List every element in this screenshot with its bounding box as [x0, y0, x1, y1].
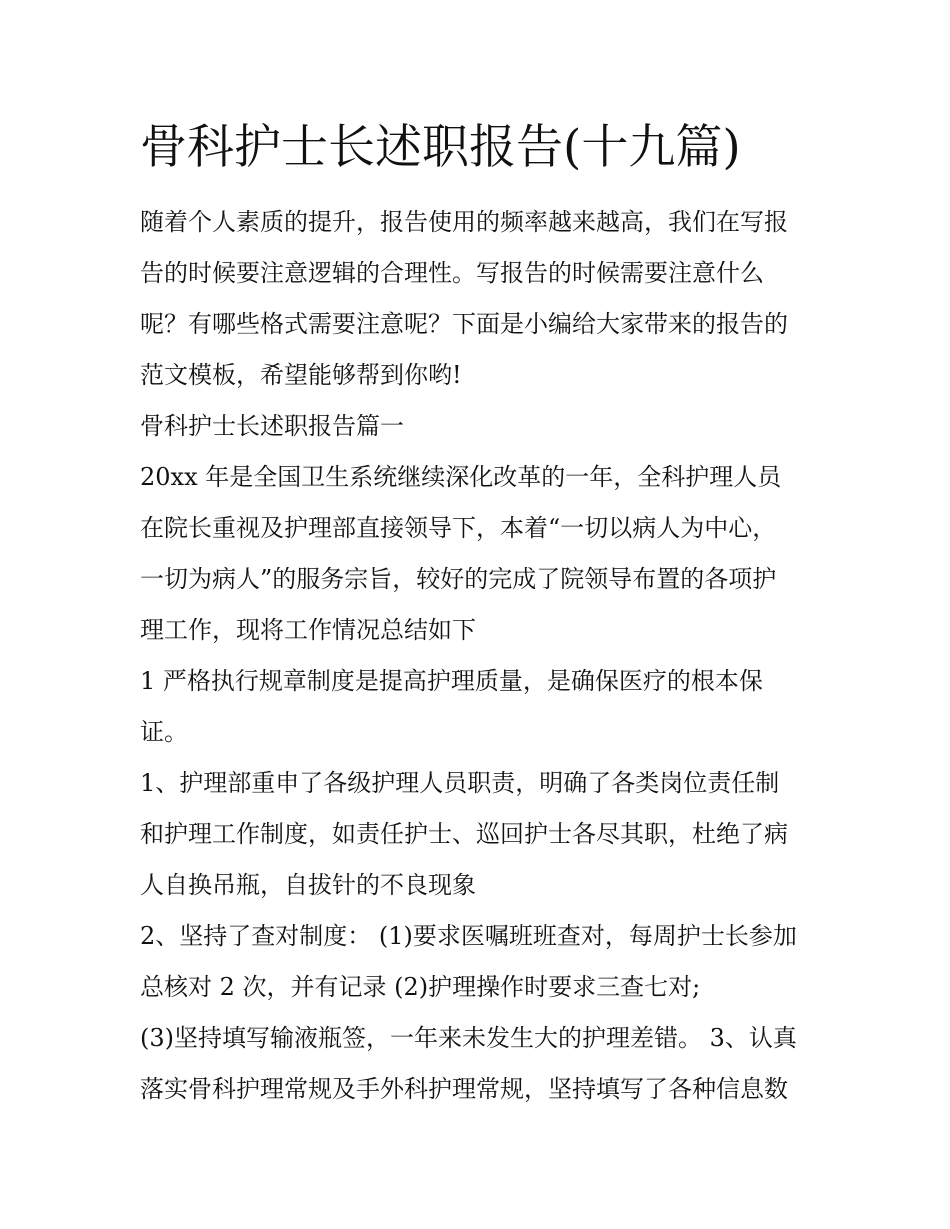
paragraph-line: 和护理工作制度，如责任护士、巡回护士各尽其职，杜绝了病 — [140, 820, 788, 848]
paragraph-line: 1、护理部重申了各级护理人员职责，明确了各类岗位责任制 — [140, 769, 780, 797]
paragraph-line: 范文模板，希望能够帮到你哟! — [140, 361, 462, 389]
paragraph-line: (3)坚持填写输液瓶签，一年来未发生大的护理差错。 3、认真 — [140, 1024, 797, 1052]
paragraph-line: 告的时候要注意逻辑的合理性。写报告的时候需要注意什么 — [140, 259, 764, 287]
paragraph-line: 2、坚持了查对制度： (1)要求医嘱班班查对，每周护士长参加 — [140, 922, 797, 950]
paragraph-line: 落实骨科护理常规及手外科护理常规，坚持填写了各种信息数 — [140, 1075, 788, 1103]
paragraph-line: 一切为病人”的服务宗旨，较好的完成了院领导布置的各项护 — [140, 565, 777, 593]
document-title: 骨科护士长述职报告(十九篇) — [140, 120, 741, 175]
section-heading: 骨科护士长述职报告篇一 — [140, 412, 404, 440]
paragraph-line: 理工作，现将工作情况总结如下 — [140, 616, 476, 644]
paragraph-line: 人自换吊瓶，自拔针的不良现象 — [140, 871, 476, 899]
paragraph-line: 20xx 年是全国卫生系统继续深化改革的一年，全科护理人员 — [140, 463, 782, 491]
paragraph-line: 总核对 2 次，并有记录 (2)护理操作时要求三查七对; — [140, 973, 701, 1001]
paragraph-line: 随着个人素质的提升，报告使用的频率越来越高，我们在写报 — [140, 208, 788, 236]
paragraph-line: 证。 — [140, 718, 188, 746]
paragraph-line: 在院长重视及护理部直接领导下，本着“一切以病人为中心， — [140, 514, 777, 542]
paragraph-line: 1 严格执行规章制度是提高护理质量，是确保医疗的根本保 — [140, 667, 763, 695]
paragraph-line: 呢？有哪些格式需要注意呢？下面是小编给大家带来的报告的 — [140, 310, 788, 338]
